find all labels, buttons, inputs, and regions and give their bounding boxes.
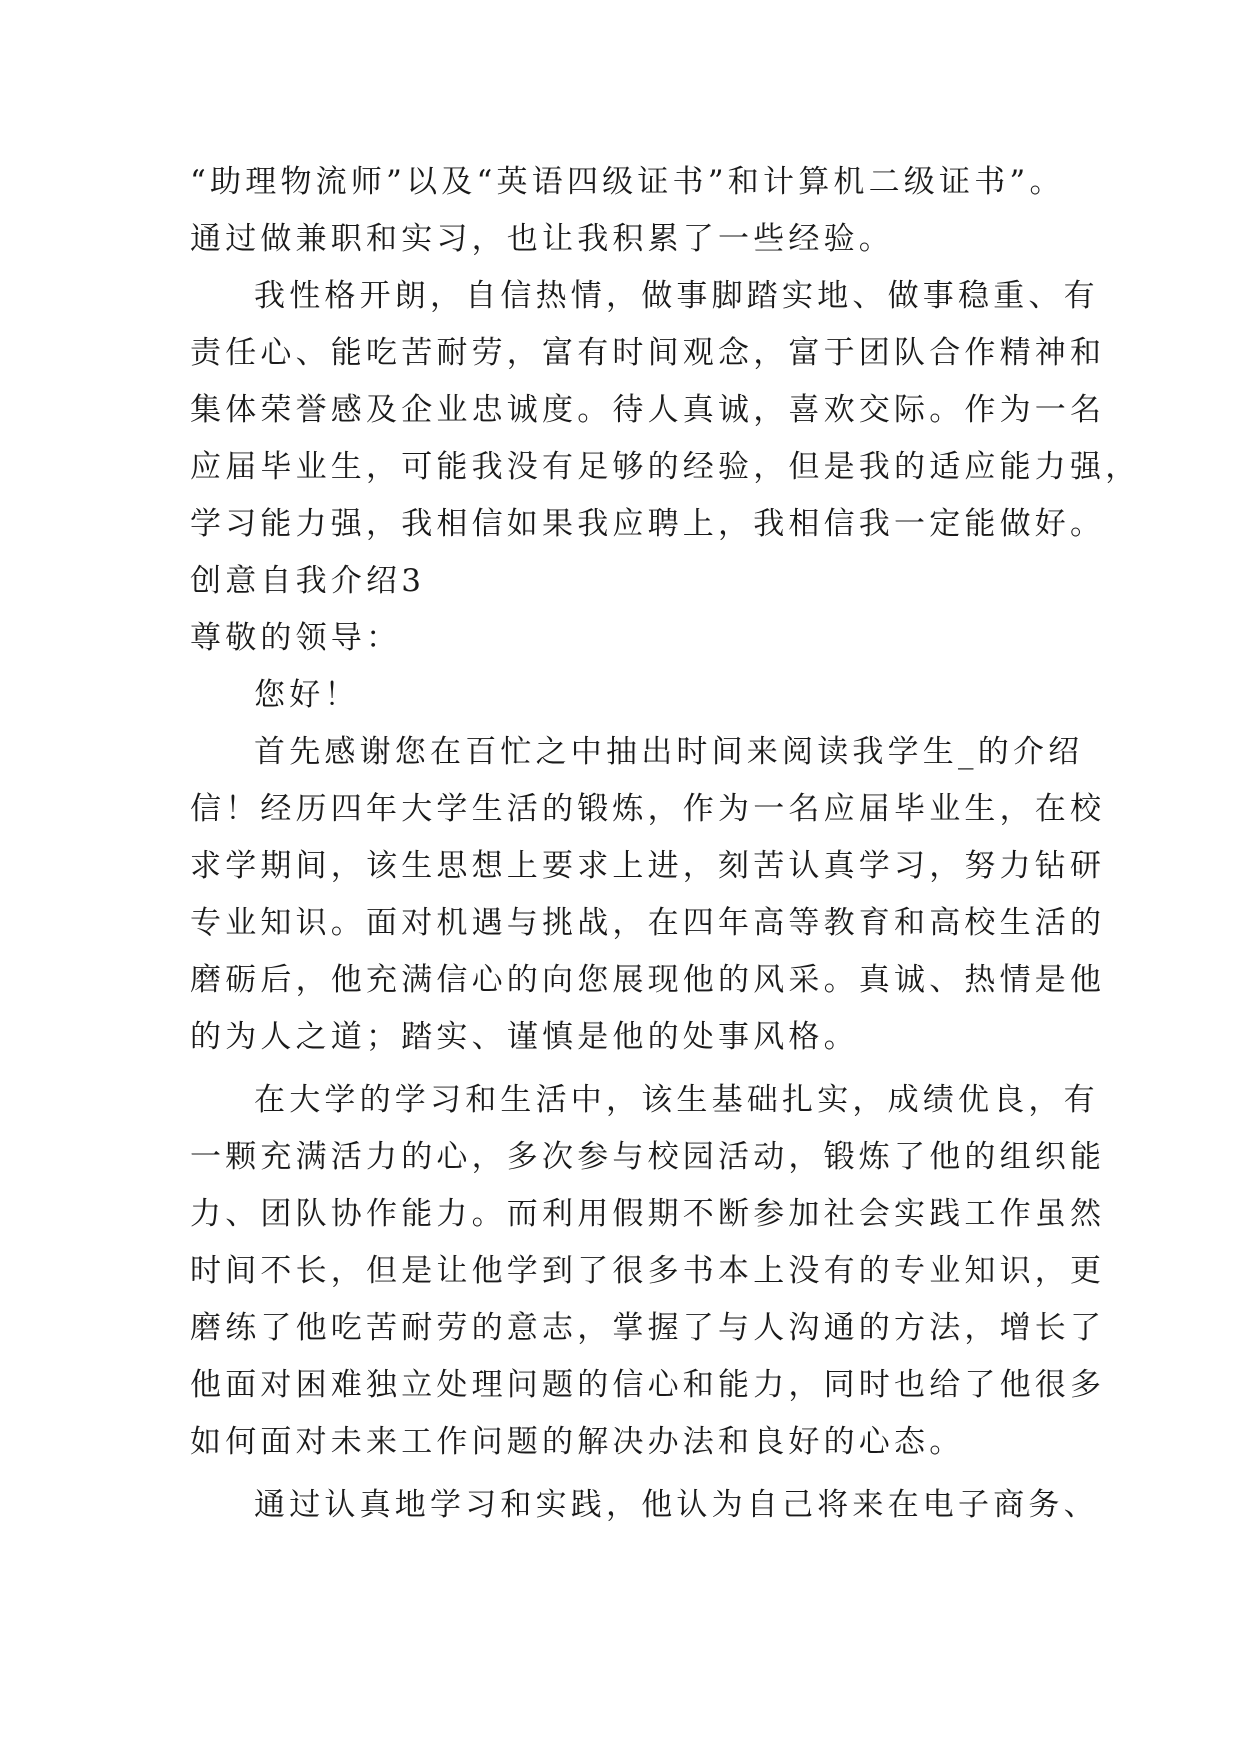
text-line: 如何面对未来工作问题的解决办法和良好的心态。 (190, 1424, 965, 1460)
section-heading: 创意自我介绍3 (190, 563, 426, 599)
text-line: 磨练了他吃苦耐劳的意志，掌握了与人沟通的方法，增长了 (190, 1310, 1106, 1346)
text-line: 专业知识。面对机遇与挑战，在四年高等教育和高校生活的 (190, 905, 1106, 941)
paragraph-line: 首先感谢您在百忙之中抽出时间来阅读我学生_的介绍 (254, 734, 1084, 770)
text-line: 通过做兼职和实习，也让我积累了一些经验。 (190, 221, 894, 257)
text-line: 磨砺后，他充满信心的向您展现他的风采。真诚、热情是他 (190, 962, 1106, 998)
text-line: 的为人之道；踏实、谨慎是他的处事风格。 (190, 1019, 859, 1055)
text-line: 信！经历四年大学生活的锻炼，作为一名应届毕业生，在校 (190, 791, 1106, 827)
paragraph-line: 通过认真地学习和实践，他认为自己将来在电子商务、 (254, 1487, 1099, 1523)
text-line: 求学期间，该生思想上要求上进，刻苦认真学习，努力钻研 (190, 848, 1106, 884)
text-line: 学习能力强，我相信如果我应聘上，我相信我一定能做好。 (190, 506, 1106, 542)
greeting: 您好！ (254, 677, 360, 713)
text-line: 时间不长，但是让他学到了很多书本上没有的专业知识，更 (190, 1253, 1106, 1289)
paragraph-line: 我性格开朗，自信热情，做事脚踏实地、做事稳重、有 (254, 278, 1099, 314)
salutation: 尊敬的领导： (190, 620, 402, 656)
text-line: 一颗充满活力的心，多次参与校园活动，锻炼了他的组织能 (190, 1139, 1106, 1175)
text-line: 他面对困难独立处理问题的信心和能力，同时也给了他很多 (190, 1367, 1106, 1403)
text-line: “助理物流师”以及“英语四级证书”和计算机二级证书”。 (190, 164, 1065, 200)
text-line: 集体荣誉感及企业忠诚度。待人真诚，喜欢交际。作为一名 (190, 392, 1106, 428)
text-line: 力、团队协作能力。而利用假期不断参加社会实践工作虽然 (190, 1196, 1106, 1232)
text-line: 责任心、能吃苦耐劳，富有时间观念，富于团队合作精神和 (190, 335, 1106, 371)
paragraph-line: 在大学的学习和生活中，该生基础扎实，成绩优良，有 (254, 1082, 1099, 1118)
text-line: 应届毕业生，可能我没有足够的经验，但是我的适应能力强， (190, 449, 1141, 485)
